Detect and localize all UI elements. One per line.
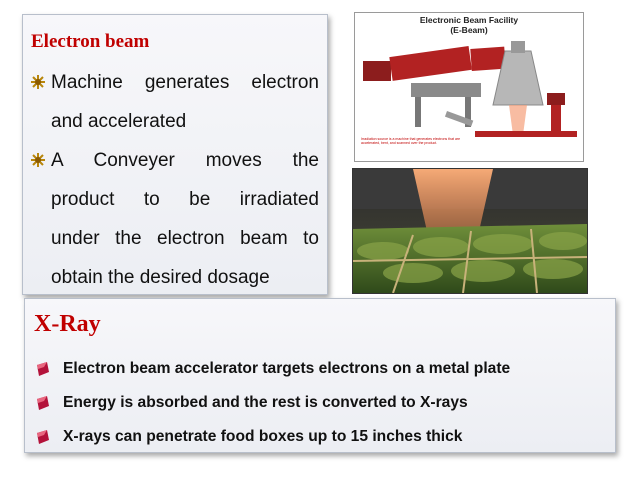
electron-beam-list [31,63,319,297]
star-bullet-icon [31,75,45,89]
diagram-caption: Irradiation source is a machine that generates electrons that are accelerated, bent, and scanned over the product. [361,137,461,145]
bullet-line: Machine generates electron [51,72,319,93]
xray-bullet-1 [35,355,510,389]
xray-card [24,298,616,453]
conveyor-photo-image [353,169,587,293]
bullet-line: under the electron beam to [51,228,319,249]
xray-bullet-2 [35,389,510,423]
electron-beam-card [22,14,328,295]
electron-beam-bullet-1 [31,63,319,141]
diamond-bullet-icon [35,396,51,410]
diamond-bullet-icon [35,362,51,376]
electron-beam-bullet-2 [31,141,319,297]
xray-bullet-text: X-rays can penetrate food boxes up to 15 inches thick [63,428,463,445]
star-bullet-icon [31,153,45,167]
diagram-title-line: (E-Beam) [450,25,488,35]
xray-bullet-3 [35,423,510,457]
xray-bullet-text: Electron beam accelerator targets electrons on a metal plate [63,360,511,377]
xray-list [35,355,510,457]
conveyor-photo [352,168,588,294]
electron-beam-title: Electron beam [31,31,150,52]
diamond-bullet-icon [35,430,51,444]
bullet-line: A Conveyer moves the [51,150,319,171]
bullet-line: obtain the desired dosage [51,267,270,288]
bullet-line: and accelerated [51,111,187,132]
diagram-title-line: Electronic Beam Facility [419,15,519,25]
bullet-line: product to be irradiated [51,189,319,210]
xray-bullet-text: Energy is absorbed and the rest is converted to X-rays [63,394,468,411]
ebeam-facility-diagram [354,12,584,162]
xray-title: X-Ray [34,311,101,337]
